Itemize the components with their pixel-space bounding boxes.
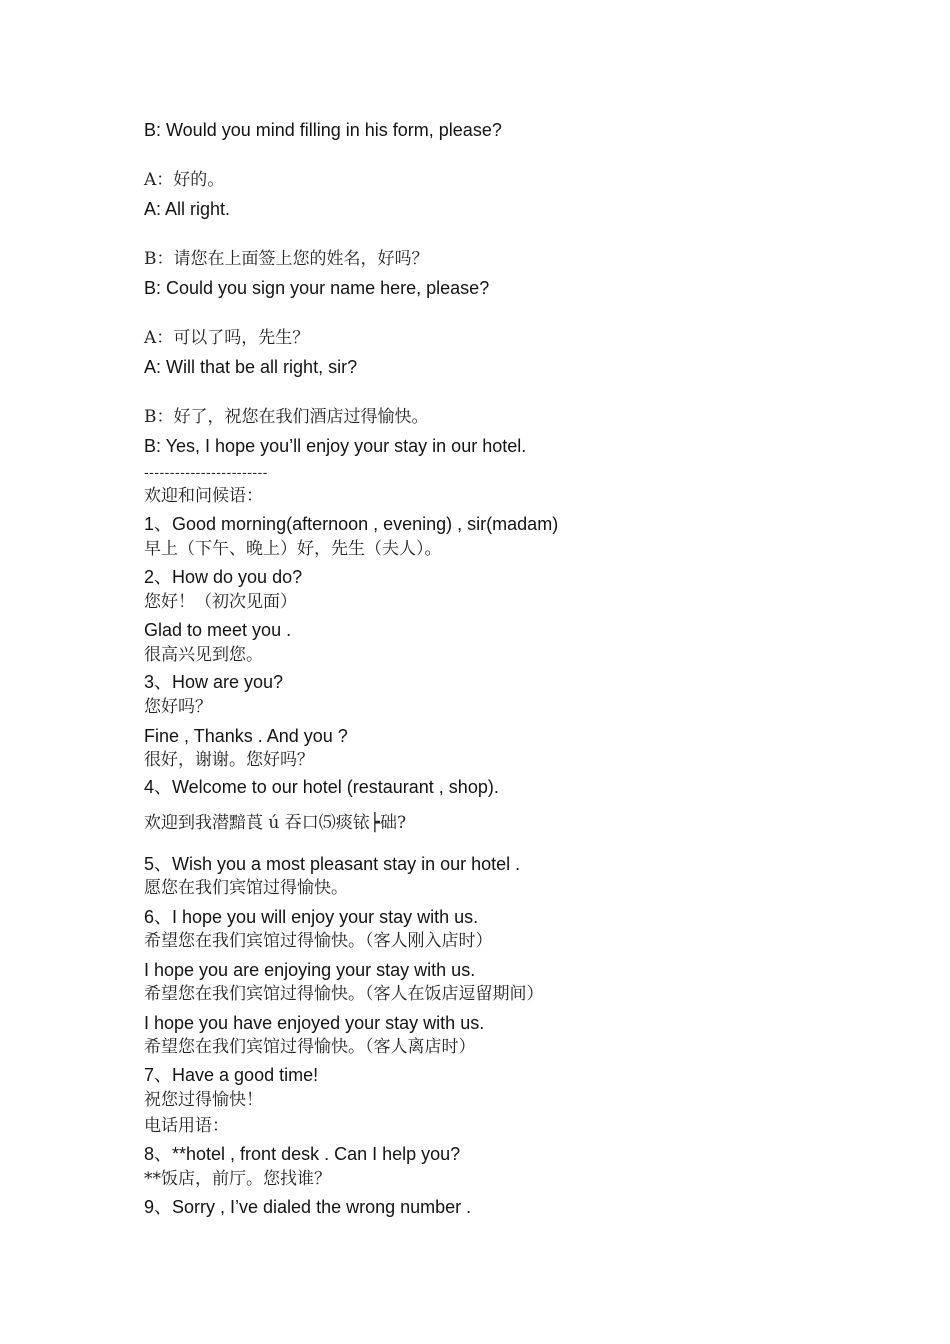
phrase-english: 7、Have a good time!: [144, 1065, 319, 1085]
section-divider: ------------------------: [144, 464, 268, 480]
phrase-chinese: 早上（下午、晚上）好，先生（夫人）。: [144, 539, 442, 559]
dialogue-line-chinese: A：可以了吗，先生？: [144, 328, 310, 348]
phrase-english: 9、Sorry , I’ve dialed the wrong number .: [144, 1197, 472, 1217]
phrase-english: 1、Good morning(afternoon , evening) , sir(madam): [144, 514, 559, 534]
dialogue-line-chinese: B：请您在上面签上您的姓名，好吗？: [144, 249, 429, 269]
phrase-english: 4、Welcome to our hotel (restaurant , shop).: [144, 777, 499, 797]
section-heading-greetings: 欢迎和问候语：: [144, 486, 263, 506]
phrase-english: 5、Wish you a most pleasant stay in our hotel .: [144, 854, 521, 874]
phrase-english: I hope you have enjoyed your stay with us.: [144, 1013, 485, 1033]
phrase-english: Fine , Thanks . And you ?: [144, 726, 348, 746]
phrase-chinese: 愿您在我们宾馆过得愉快。: [144, 878, 348, 898]
dialogue-line: B: Yes, I hope you’ll enjoy your stay in our hotel.: [144, 436, 527, 456]
phrase-english: Glad to meet you .: [144, 620, 292, 640]
dialogue-line-chinese: A：好的。: [144, 170, 225, 190]
phrase-chinese-garbled: 欢迎到我潜黯莨 ú 吞口⑸痰铱┝础?: [144, 813, 407, 833]
phrase-english: 2、How do you do?: [144, 567, 303, 587]
phrase-english: 3、How are you?: [144, 672, 284, 692]
section-heading-phone: 电话用语：: [144, 1116, 229, 1136]
dialogue-line: A: All right.: [144, 199, 231, 219]
phrase-chinese: 很好，谢谢。您好吗？: [144, 750, 314, 770]
phrase-english: 8、**hotel , front desk . Can I help you?: [144, 1144, 461, 1164]
dialogue-line: B: Could you sign your name here, please?: [144, 278, 490, 298]
phrase-chinese: **饭店，前厅。您找谁？: [144, 1169, 331, 1189]
phrase-english: I hope you are enjoying your stay with us.: [144, 960, 476, 980]
phrase-chinese: 希望您在我们宾馆过得愉快。（客人刚入店时）: [144, 931, 493, 951]
phrase-english: 6、I hope you will enjoy your stay with us.: [144, 907, 479, 927]
phrase-chinese: 您好吗？: [144, 697, 212, 717]
dialogue-line: B: Would you mind filling in his form, please?: [144, 120, 502, 140]
dialogue-line-chinese: B：好了，祝您在我们酒店过得愉快。: [144, 407, 429, 427]
phrase-chinese: 希望您在我们宾馆过得愉快。（客人在饭店逗留期间）: [144, 984, 544, 1004]
phrase-chinese: 很高兴见到您。: [144, 645, 263, 665]
phrase-chinese: 祝您过得愉快！: [144, 1090, 263, 1110]
dialogue-line: A: Will that be all right, sir?: [144, 357, 358, 377]
phrase-chinese: 希望您在我们宾馆过得愉快。（客人离店时）: [144, 1037, 476, 1057]
phrase-chinese: 您好！（初次见面）: [144, 592, 297, 612]
